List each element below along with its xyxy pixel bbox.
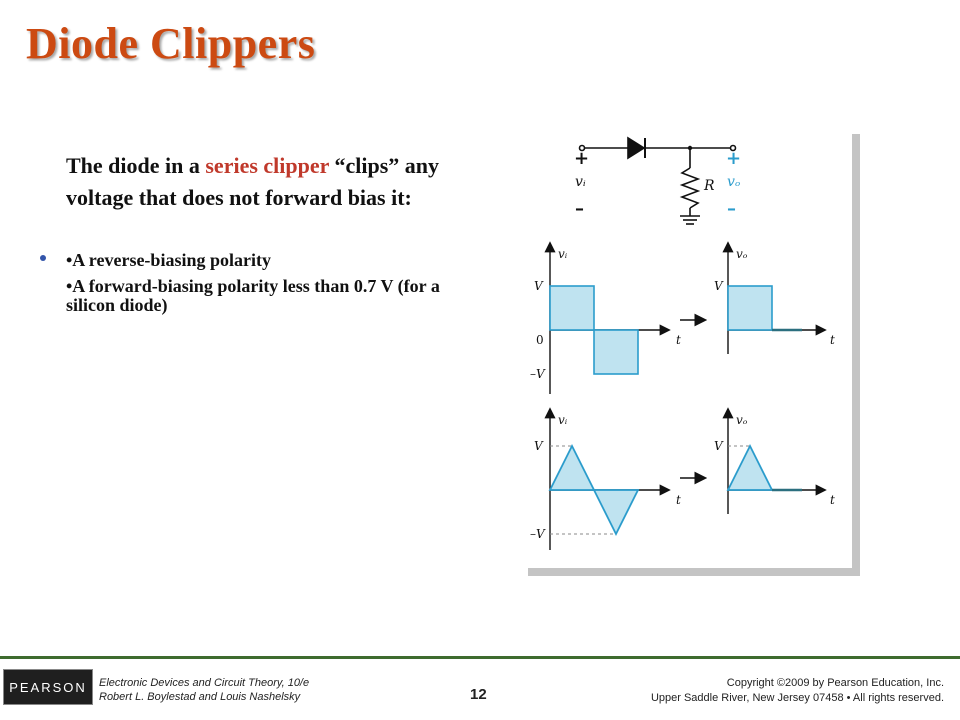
bullet-text: •A reverse-biasing polarity xyxy=(66,250,271,270)
negative-half-cycle xyxy=(594,330,638,374)
diode-icon xyxy=(628,138,645,158)
bullet-list xyxy=(40,250,470,315)
series-clipper-diagram xyxy=(528,134,852,568)
intro-before: The diode in a xyxy=(66,153,206,178)
slide-title: Diode Clippers xyxy=(26,19,316,68)
output-label-vo: vₒ xyxy=(727,174,741,190)
output-half-cycle xyxy=(728,286,772,330)
input-plus: + xyxy=(574,148,590,169)
ground-icon xyxy=(680,216,700,224)
tick-negV: –V xyxy=(530,367,545,381)
output-plus: + xyxy=(726,148,742,169)
intro-after: “clips” any voltage that does not forward bias it: xyxy=(66,153,440,210)
bullet-dot-icon xyxy=(40,255,46,261)
book-authors: Robert L. Boylestad and Louis Nashelsky xyxy=(99,691,301,703)
page-number: 12 xyxy=(470,686,487,703)
triangle-output-graph xyxy=(714,410,835,514)
triangle-input-graph xyxy=(530,410,681,550)
negative-triangle xyxy=(594,490,638,534)
tick-V: V xyxy=(534,279,543,293)
figure-shadow xyxy=(528,134,860,576)
tick-V: V xyxy=(534,439,543,453)
graph-label-vo: vₒ xyxy=(736,413,748,427)
tick-V-out: V xyxy=(714,279,723,293)
bullet-item-reverse xyxy=(40,250,470,271)
copyright-line: Copyright ©2009 by Pearson Education, Inc. xyxy=(726,677,944,689)
input-label-vi: vᵢ xyxy=(575,174,586,190)
tick-zero: 0 xyxy=(536,333,544,347)
axis-t-out: t xyxy=(830,493,835,507)
output-minus: – xyxy=(727,198,736,219)
output-triangle xyxy=(728,446,772,490)
tick-V-out: V xyxy=(714,439,723,453)
graph-label-vo: vₒ xyxy=(736,247,748,261)
axis-t-out: t xyxy=(830,333,835,347)
circuit-labels xyxy=(574,148,741,219)
footer-divider xyxy=(0,656,960,659)
series-clipper-term: series clipper xyxy=(205,153,329,178)
intro-paragraph xyxy=(66,150,486,214)
pearson-logo: PEARSON xyxy=(3,669,93,705)
copyright xyxy=(651,676,944,706)
square-output-graph xyxy=(714,244,835,354)
positive-half-cycle xyxy=(550,286,594,330)
bullet-text: •A forward-biasing polarity less than 0.7 V (for a silicon diode) xyxy=(66,276,440,315)
graph-label-vi: vᵢ xyxy=(558,413,568,427)
resistor-label: R xyxy=(704,178,715,194)
axis-t: t xyxy=(676,493,681,507)
book-title: Electronic Devices and Circuit Theory, 10/e xyxy=(99,677,310,689)
bullet-item-forward xyxy=(40,277,470,315)
square-input-graph xyxy=(530,244,681,394)
resistor-icon xyxy=(682,168,698,208)
address-line: Upper Saddle River, New Jersey 07458 • All rights reserved. xyxy=(650,692,944,704)
circuit-figure xyxy=(528,134,852,568)
positive-triangle xyxy=(550,446,594,490)
tick-negV: –V xyxy=(530,527,545,541)
input-minus: – xyxy=(575,198,584,219)
book-citation xyxy=(99,676,309,704)
axis-t: t xyxy=(676,333,681,347)
graph-label-vi: vᵢ xyxy=(558,247,568,261)
